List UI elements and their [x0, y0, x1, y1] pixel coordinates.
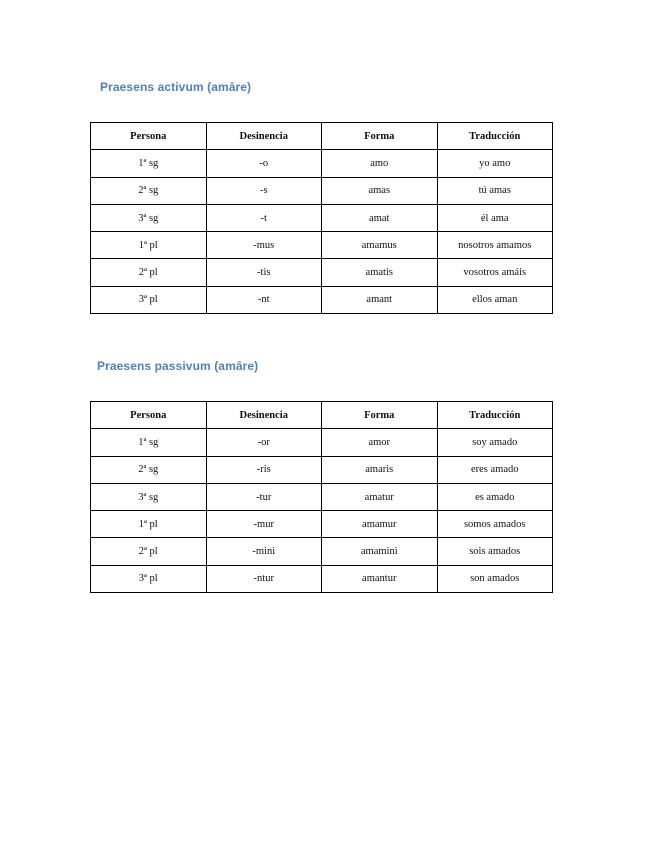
cell-desinencia: -tur — [206, 483, 322, 510]
cell-forma: amo — [322, 150, 438, 177]
table-row — [91, 232, 553, 259]
cell-desinencia: -ris — [206, 456, 322, 483]
cell-traduccion: eres amado — [437, 456, 553, 483]
cell-desinencia: -o — [206, 150, 322, 177]
cell-traduccion: sois amados — [437, 538, 553, 565]
cell-persona: 3ª sg — [91, 204, 207, 231]
cell-traduccion: es amado — [437, 483, 553, 510]
header-traduccion: Traducción — [437, 402, 553, 429]
cell-desinencia: -tis — [206, 259, 322, 286]
header-traduccion: Traducción — [437, 123, 553, 150]
table-row — [91, 286, 553, 313]
cell-desinencia: -ntur — [206, 565, 322, 592]
cell-forma: amaris — [322, 456, 438, 483]
cell-persona: 3ª pl — [91, 565, 207, 592]
cell-persona: 2ª pl — [91, 259, 207, 286]
table-row — [91, 429, 553, 456]
header-persona: Persona — [91, 123, 207, 150]
header-desinencia: Desinencia — [206, 402, 322, 429]
table-header-row — [91, 402, 553, 429]
cell-desinencia: -s — [206, 177, 322, 204]
cell-persona: 2ª pl — [91, 538, 207, 565]
cell-traduccion: él ama — [437, 204, 553, 231]
cell-traduccion: nosotros amamos — [437, 232, 553, 259]
conjugation-table-activum — [90, 122, 553, 314]
cell-persona: 3ª pl — [91, 286, 207, 313]
table-row — [91, 565, 553, 592]
cell-persona: 3ª sg — [91, 483, 207, 510]
cell-persona: 1ª sg — [91, 150, 207, 177]
cell-desinencia: -mini — [206, 538, 322, 565]
cell-persona: 1ª sg — [91, 429, 207, 456]
table-row — [91, 483, 553, 510]
cell-forma: amatur — [322, 483, 438, 510]
cell-desinencia: -mur — [206, 511, 322, 538]
cell-persona: 2ª sg — [91, 177, 207, 204]
cell-traduccion: tú amas — [437, 177, 553, 204]
table-row — [91, 177, 553, 204]
header-desinencia: Desinencia — [206, 123, 322, 150]
cell-forma: amamur — [322, 511, 438, 538]
table-row — [91, 259, 553, 286]
cell-traduccion: son amados — [437, 565, 553, 592]
cell-traduccion: somos amados — [437, 511, 553, 538]
table-row — [91, 150, 553, 177]
header-forma: Forma — [322, 402, 438, 429]
cell-forma: amant — [322, 286, 438, 313]
table-row — [91, 538, 553, 565]
cell-desinencia: -or — [206, 429, 322, 456]
cell-traduccion: vosotros amáis — [437, 259, 553, 286]
cell-forma: amamini — [322, 538, 438, 565]
cell-persona: 2ª sg — [91, 456, 207, 483]
header-persona: Persona — [91, 402, 207, 429]
table-row — [91, 511, 553, 538]
conjugation-table-passivum — [90, 401, 553, 593]
header-forma: Forma — [322, 123, 438, 150]
cell-forma: amat — [322, 204, 438, 231]
table-row — [91, 204, 553, 231]
section-title-praesens-activum: Praesens activum (amāre) — [100, 80, 252, 94]
cell-traduccion: yo amo — [437, 150, 553, 177]
table-row — [91, 456, 553, 483]
cell-desinencia: -t — [206, 204, 322, 231]
cell-traduccion: soy amado — [437, 429, 553, 456]
table-header-row — [91, 123, 553, 150]
cell-forma: amamus — [322, 232, 438, 259]
cell-desinencia: -nt — [206, 286, 322, 313]
section-title-praesens-passivum: Praesens passivum (amāre) — [97, 359, 259, 373]
cell-forma: amor — [322, 429, 438, 456]
cell-persona: 1ª pl — [91, 232, 207, 259]
cell-forma: amatis — [322, 259, 438, 286]
cell-persona: 1ª pl — [91, 511, 207, 538]
cell-desinencia: -mus — [206, 232, 322, 259]
cell-traduccion: ellos aman — [437, 286, 553, 313]
cell-forma: amantur — [322, 565, 438, 592]
cell-forma: amas — [322, 177, 438, 204]
